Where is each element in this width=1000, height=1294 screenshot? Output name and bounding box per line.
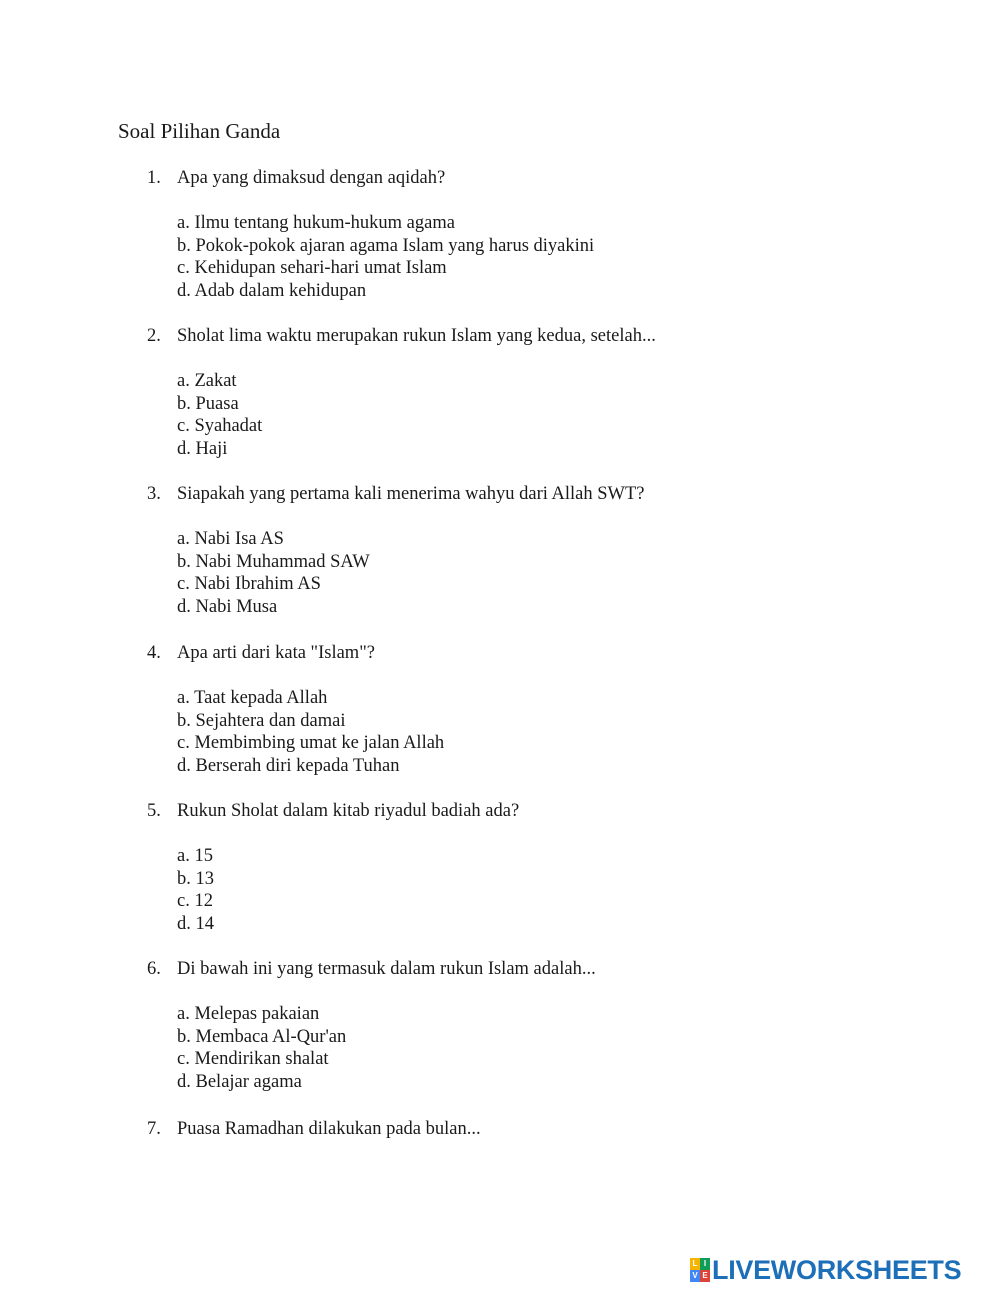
option-c[interactable]: c. Kehidupan sehari-hari umat Islam <box>177 258 447 279</box>
question-text: Siapakah yang pertama kali menerima wahyu dari Allah SWT? <box>177 484 645 504</box>
option-a[interactable]: a. Nabi Isa AS <box>177 529 284 549</box>
option-c[interactable]: c. Membimbing umat ke jalan Allah <box>177 733 445 754</box>
question-text: Di bawah ini yang termasuk dalam rukun Islam adalah... <box>177 959 596 979</box>
question-6 <box>147 958 947 1093</box>
question-text: Apa arti dari kata "Islam"? <box>177 643 375 663</box>
option-d[interactable]: d. Belajar agama <box>177 1071 302 1092</box>
liveworksheets-logo-icon <box>690 1258 710 1282</box>
option-c[interactable]: c. Nabi Ibrahim AS <box>177 574 321 595</box>
question-text: Rukun Sholat dalam kitab riyadul badiah ada? <box>177 801 520 821</box>
logo-mark-letter: V <box>690 1270 700 1282</box>
liveworksheets-logo <box>690 1257 961 1283</box>
logo-wordmark: LIVEWORKSHEETS <box>712 1255 962 1285</box>
question-text: Puasa Ramadhan dilakukan pada bulan... <box>177 1119 481 1139</box>
option-list <box>177 687 947 777</box>
option-d[interactable]: d. Berserah diri kepada Tuhan <box>177 755 400 776</box>
option-d[interactable]: d. Haji <box>177 438 228 459</box>
page-title: Soal Pilihan Ganda <box>118 119 281 143</box>
logo-mark-letter: E <box>700 1270 710 1282</box>
logo-mark-letter: I <box>700 1258 710 1270</box>
question-number: 6. <box>147 959 161 979</box>
option-d[interactable]: d. Nabi Musa <box>177 596 278 617</box>
option-b[interactable]: b. 13 <box>177 868 214 889</box>
option-c[interactable]: c. Syahadat <box>177 416 263 437</box>
logo-mark-letter: L <box>690 1258 700 1270</box>
option-d[interactable]: d. Adab dalam kehidupan <box>177 280 367 301</box>
question-7 <box>147 1118 947 1140</box>
question-number: 1. <box>147 168 161 188</box>
question-number: 3. <box>147 484 161 504</box>
option-b[interactable]: b. Pokok-pokok ajaran agama Islam yang harus diyakini <box>177 235 595 256</box>
question-number: 5. <box>147 801 161 821</box>
option-a[interactable]: a. Zakat <box>177 371 237 391</box>
question-1 <box>147 167 947 302</box>
option-c[interactable]: c. Mendirikan shalat <box>177 1049 329 1070</box>
option-list <box>177 528 947 618</box>
option-b[interactable]: b. Puasa <box>177 393 239 414</box>
option-list <box>177 212 947 302</box>
question-number: 2. <box>147 326 161 346</box>
option-list <box>177 370 947 460</box>
question-text: Apa yang dimaksud dengan aqidah? <box>177 168 446 188</box>
question-3 <box>147 483 947 618</box>
question-5 <box>147 800 947 935</box>
option-c[interactable]: c. 12 <box>177 891 213 912</box>
option-b[interactable]: b. Membaca Al-Qur'an <box>177 1026 347 1047</box>
option-b[interactable]: b. Sejahtera dan damai <box>177 710 346 731</box>
option-a[interactable]: a. Taat kepada Allah <box>177 688 328 708</box>
question-number: 7. <box>147 1119 161 1139</box>
option-a[interactable]: a. Melepas pakaian <box>177 1004 320 1024</box>
option-a[interactable]: a. 15 <box>177 846 213 866</box>
option-list <box>177 845 947 935</box>
option-d[interactable]: d. 14 <box>177 913 214 934</box>
question-2 <box>147 325 947 460</box>
option-b[interactable]: b. Nabi Muhammad SAW <box>177 551 370 572</box>
option-list <box>177 1003 947 1093</box>
question-4 <box>147 642 947 777</box>
option-a[interactable]: a. Ilmu tentang hukum-hukum agama <box>177 213 455 233</box>
question-text: Sholat lima waktu merupakan rukun Islam yang kedua, setelah... <box>177 326 656 346</box>
question-number: 4. <box>147 643 161 663</box>
